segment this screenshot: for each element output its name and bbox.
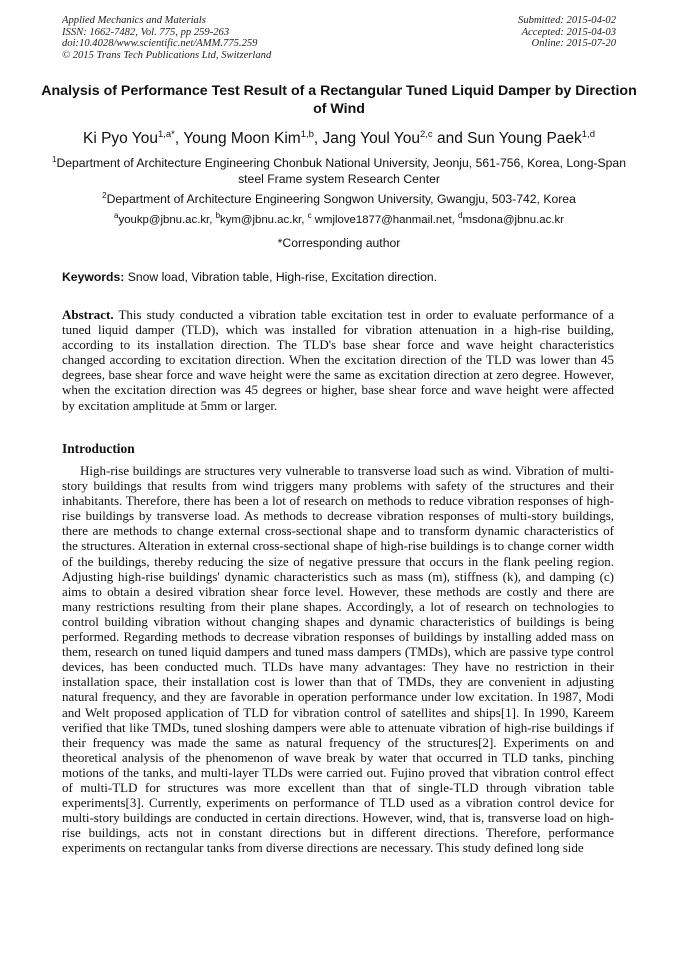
email-address[interactable]: wmjlove1877@hanmail.net — [314, 214, 452, 226]
email-mark: a — [114, 211, 119, 220]
email-separator: , — [209, 214, 216, 226]
email-mark: c — [307, 211, 312, 220]
affiliation-mark: 2 — [102, 191, 107, 200]
publication-dates — [518, 15, 616, 50]
author-separator: and — [432, 130, 468, 147]
author-separator: , — [313, 130, 323, 147]
journal-doi: doi:10.4028/www.scientific.net/AMM.775.259 — [62, 38, 258, 50]
email-address[interactable]: kym@jbnu.ac.kr — [220, 214, 302, 226]
abstract-label: Abstract. — [62, 307, 114, 322]
abstract — [62, 307, 614, 413]
author-name: Jang Youl You — [322, 130, 420, 147]
journal-info — [62, 15, 271, 61]
keywords-label: Keywords: — [62, 270, 125, 284]
author-separator: , — [174, 130, 184, 147]
affiliation-mark: 1 — [52, 155, 57, 164]
author-name: Young Moon Kim — [183, 130, 301, 147]
author-list — [30, 130, 648, 148]
keywords — [62, 270, 622, 284]
submitted-date: Submitted: 2015-04-02 — [518, 15, 616, 26]
author-name: Ki Pyo You — [82, 130, 158, 147]
introduction-paragraph: High-rise buildings are structures very vulnerable to transverse load such as wind. Vibration of multi-story buildings that results from wind triggers many problems with safety of the structures and their inhabitants. Therefore, there has been a lot of research on methods to reduce vibration responses of high-rise buildings by transverse load. As methods to decrease vibration responses of multi-story buildings, there are methods to change external cross-sectional shape and to transform dynamic characteristics of the structures. Alteration in external cross-sectional shape of high-rise buildings is to change corner width of the buildings, thereby reducing the size of negative pressure that occurs in the flank peeling region. Adjusting high-rise buildings' dynamic characteristics such as mass (m), stiffness (k), and damping (c) aims to obtain a desired vibration shear force level. However, these methods are costly and there are many restrictions resulting from their plane shapes. Accordingly, a lot of research on technologies to control building vibration without changing shapes and dynamic characteristics of buildings is being performed. Regarding methods to decrease vibration responses of buildings by installing added mass on them, research on tuned liquid dampers and tuned mass dampers (TMDs), which are passive type control devices, has been conducted much. TLDs have many advantages: They have no restriction in their installation space, their installation cost is lower than that of TMDs, they are convenient in adjusting natural frequency, and they are favorable in operation performance under low excitation. In 1987, Modi and Welt proposed application of TLD for vibration control of satellites and ships[1]. In 1990, Kareem verified that like TMDs, tuned sloshing dampers were able to attenuate vibration of high-rise buildings if their frequency was made the same as natural frequency of the structures[2]. Experiments on and theoretical analysis of the phenomenon of wave break by water that occurred in TLD tanks, pinching motions of the tanks, and multi-layer TLDs were carried out. Fujino proved that vibration control effect of multi-TLD for structures was more excellent than that of single-TLD through vibration table experiments[3]. Currently, experiments on performance of TLD used as a vibration control device for multi-story buildings are conducted in certain directions. However, wind, that is, transverse load on high-rise buildings, acts not in constant directions but in different directions. Therefore, performance experiments on rectangular tanks from diverse directions are necessary. This study defined long side — [62, 463, 614, 856]
email-separator: , — [301, 214, 308, 226]
journal-name: Applied Mechanics and Materials — [62, 15, 206, 26]
author-affiliation-mark: 1,a* — [157, 129, 175, 140]
corresponding-author-note: *Corresponding author — [277, 236, 401, 250]
abstract-text: This study conducted a vibration table excitation test in order to evaluate performance of a tuned liquid damper (TLD), which was installed for vibration attenuation in a high-rise building, according to its installation direction. The TLD's base shear force and wave height characteristics changed according to excitation direction. When the excitation direction of the TLD was lower than 45 degrees, base shear force and wave height were the same as excitation direction at zero degree. However, when the excitation direction was 45 degrees or higher, base shear force and wave height were affected by excitation amplitude at 5mm or larger. — [62, 307, 615, 413]
journal-copyright: © 2015 Trans Tech Publications Ltd, Switzerland — [62, 49, 272, 61]
email-separator: , — [451, 214, 459, 226]
email-address[interactable]: msdona@jbnu.ac.kr — [462, 214, 564, 226]
affiliation-2 — [40, 192, 638, 208]
affiliation-text: Department of Architecture Engineering Chonbuk National University, Jeonju, 561-756, Korea, Long-Span steel Frame system Research Center — [56, 156, 626, 186]
affiliation-text: Department of Architecture Engineering Songwon University, Gwangju, 503-742, Korea — [106, 192, 576, 206]
section-heading-introduction: Introduction — [62, 441, 135, 456]
author-emails — [40, 213, 638, 229]
online-date: Online: 2015-07-20 — [531, 38, 616, 50]
email-mark: d — [458, 211, 463, 220]
author-affiliation-mark: 1,d — [581, 129, 595, 140]
keywords-text: Snow load, Vibration table, High-rise, Excitation direction. — [127, 270, 438, 284]
affiliation-1 — [40, 156, 638, 187]
author-affiliation-mark: 1,b — [300, 129, 314, 140]
email-mark: b — [215, 211, 221, 220]
email-address[interactable]: youkp@jbnu.ac.kr — [118, 214, 210, 226]
author-name: Sun Young Paek — [467, 130, 582, 147]
paper-title: Analysis of Performance Test Result of a Rectangular Tuned Liquid Damper by Direction of Wind — [41, 83, 637, 117]
accepted-date: Accepted: 2015-04-03 — [521, 26, 616, 38]
journal-issn: ISSN: 1662-7482, Vol. 775, pp 259-263 — [62, 26, 230, 38]
author-affiliation-mark: 2,c — [419, 129, 433, 140]
